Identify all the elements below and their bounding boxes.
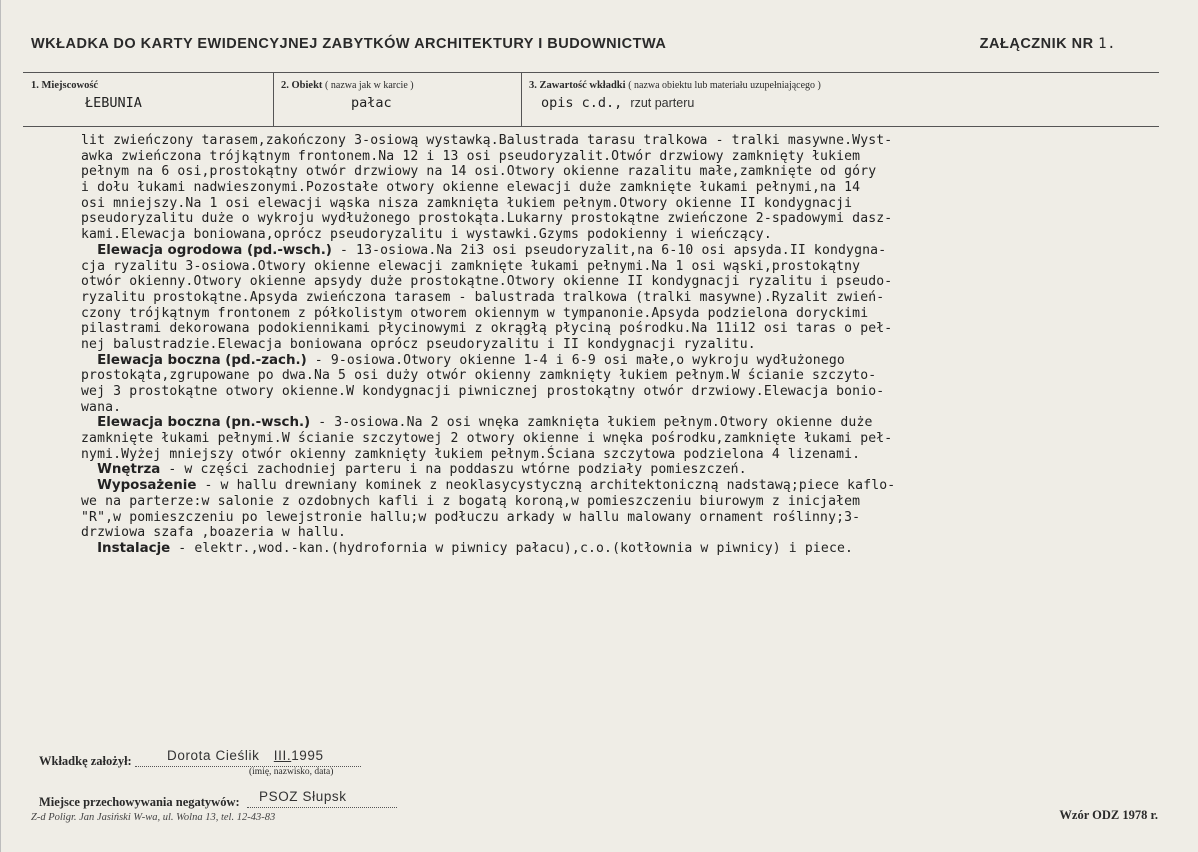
line-text: prostokąta,zgrupowane po dwa.Na 5 osi duży otwór okienny zamknięty łukiem pełnym.W ścianie szczyto- bbox=[81, 368, 877, 384]
object-label: 2. Obiekt bbox=[281, 80, 323, 91]
established-name: Dorota Cieślik bbox=[167, 748, 260, 763]
text-line bbox=[81, 149, 1121, 165]
section-heading: Elewacja ogrodowa (pd.-wsch.) bbox=[97, 242, 332, 258]
established-signature bbox=[167, 748, 324, 763]
line-text: czony trójkątnym frontonem z półkolistym otworem okiennym w tympanonie.Apsyda podzielona doryckimi bbox=[81, 305, 869, 321]
field-divider-1 bbox=[273, 73, 274, 126]
text-line bbox=[81, 431, 1121, 447]
header-rule-top bbox=[23, 72, 1159, 73]
header-rule-bottom bbox=[23, 126, 1159, 127]
text-line bbox=[81, 353, 1121, 369]
text-line bbox=[81, 337, 1121, 353]
line-text: i dołu łukami nadwieszonymi.Pozostałe otwory okienne elewacji duże zamknięte łukami pełnymi,na 14 bbox=[81, 180, 861, 196]
text-line bbox=[81, 290, 1121, 306]
line-text: osi mniejszy.Na 1 osi elewacji wąska nisza zamknięta łukiem pełnym.Otwory okienne II kondygnacji bbox=[81, 195, 853, 211]
text-line bbox=[81, 462, 1121, 478]
text-indent bbox=[81, 415, 97, 430]
content-hint: ( nazwa obiektu lub materiału uzupełniającego ) bbox=[628, 80, 821, 91]
line-text: - 9-osiowa.Otwory okienne 1-4 i 6-9 osi małe,o wykroju wydłużonego bbox=[306, 352, 845, 368]
annex-label: ZAŁĄCZNIK NR bbox=[979, 36, 1094, 52]
negatives-label: Miejsce przechowywania negatywów: bbox=[39, 795, 240, 809]
line-text: wej 3 prostokątne otwory okienne.W kondygnacji piwnicznej prostokątny otwór drzwiowy.Elewacja bonio- bbox=[81, 384, 885, 399]
text-indent bbox=[81, 353, 97, 368]
text-line bbox=[81, 400, 1121, 416]
established-label: Wkładkę założył: bbox=[39, 754, 132, 768]
form-title: WKŁADKA DO KARTY EWIDENCYJNEJ ZABYTKÓW ARCHITEKTURY I BUDOWNICTWA bbox=[31, 36, 667, 52]
section-heading: Wnętrza bbox=[97, 462, 161, 478]
content-value-typed: opis c.d., bbox=[541, 95, 623, 111]
line-text: pilastrami dekorowana podokiennikami płycinowymi z okrągłą płyciną pośrodku.Na 11i12 osi taras o peł- bbox=[81, 321, 893, 337]
line-text: drzwiowa szafa ,boazeria w hallu. bbox=[81, 525, 347, 541]
content-value bbox=[541, 95, 694, 111]
line-text: - w części zachodniej parteru i na poddaszu wtórne podziały pomieszczeń. bbox=[160, 462, 747, 478]
line-text: awka zwieńczona trójkątnym frontonem.Na 12 i 13 osi pseudoryzalit.Otwór drzwiowy zamknięty łukiem bbox=[81, 148, 861, 164]
object-label-cell bbox=[281, 80, 414, 91]
object-value: pałac bbox=[351, 95, 392, 111]
line-text: wana. bbox=[81, 399, 122, 415]
text-line bbox=[81, 259, 1121, 275]
text-line bbox=[81, 510, 1121, 526]
line-text: - 3-osiowa.Na 2 osi wnęka zamknięta łukiem pełnym.Otwory okienne duże bbox=[310, 415, 873, 431]
text-line bbox=[81, 494, 1121, 510]
text-line bbox=[81, 227, 1121, 243]
line-text: ryzalitu prostokątne.Apsyda zwieńczona tarasem - balustrada tralkowa (tralki masywne).Ryzalit zwień- bbox=[81, 289, 885, 305]
established-hint: (imię, nazwisko, data) bbox=[249, 767, 334, 777]
text-line bbox=[81, 164, 1121, 180]
text-line bbox=[81, 180, 1121, 196]
established-month: III. bbox=[273, 748, 292, 763]
text-line bbox=[81, 368, 1121, 384]
text-line bbox=[81, 415, 1121, 431]
text-line bbox=[81, 525, 1121, 541]
locality-label: 1. Miejscowość bbox=[31, 80, 99, 91]
content-label-cell bbox=[529, 80, 821, 91]
line-text: "R",w pomieszczeniu po lewejstronie hallu;w podłuczu arkady w hallu malowany ornament roślinny;3- bbox=[81, 509, 861, 525]
section-heading: Elewacja boczna (pd.-zach.) bbox=[97, 352, 307, 368]
section-heading: Instalacje bbox=[97, 540, 171, 556]
line-text: - 13-osiowa.Na 2i3 osi pseudoryzalit,na 6-10 osi apsyda.II kondygna- bbox=[331, 242, 887, 258]
line-text: pełnym na 6 osi,prostokątny otwór drzwiowy na 14 osi.Otwory okienne razalitu małe,zamknięte od góry bbox=[81, 164, 877, 180]
line-text: lit zwieńczony tarasem,zakończony 3-osiową wystawką.Balustrada tarasu tralkowa - tralki masywne.Wyst- bbox=[81, 133, 893, 148]
text-line bbox=[81, 211, 1121, 227]
text-indent bbox=[81, 541, 97, 556]
line-text: otwór okienny.Otwory okienne apsydy duże prostokątne.Otwory okienne II kondygnacji ryzalitu i pseudo- bbox=[81, 274, 893, 290]
object-hint: ( nazwa jak w karcie ) bbox=[325, 80, 414, 91]
line-text: we na parterze:w salonie z ozdobnych kafli i z bogatą koroną,w pomieszczeniu biurowym z inicjałem bbox=[81, 493, 861, 509]
established-year: 1995 bbox=[291, 748, 324, 763]
text-line bbox=[81, 196, 1121, 212]
text-line bbox=[81, 541, 1121, 557]
text-line bbox=[81, 243, 1121, 259]
text-line bbox=[81, 478, 1121, 494]
line-text: - w hallu drewniany kominek z neoklasycystyczną architektoniczną nadstawą;piece kaflo- bbox=[196, 478, 896, 494]
line-text: pseudoryzalitu duże o wykroju wydłużonego prostokąta.Lukarny prostokątne zwieńczone 2-spadowymi dasz- bbox=[81, 211, 893, 227]
text-line bbox=[81, 384, 1121, 400]
text-line bbox=[81, 274, 1121, 290]
line-text: - elektr.,wod.-kan.(hydrofornia w piwnicy pałacu),c.o.(kotłownia w piwnicy) i piece. bbox=[170, 540, 854, 556]
annex-number bbox=[980, 36, 1116, 52]
annex-value: 1. bbox=[1098, 36, 1116, 52]
section-heading: Elewacja boczna (pn.-wsch.) bbox=[97, 415, 311, 431]
negatives-value: PSOZ Słupsk bbox=[259, 789, 347, 804]
line-text: nej balustradzie.Elewacja boniowana oprócz pseudoryzalitu i II kondygnacji ryzalitu. bbox=[81, 336, 756, 352]
field-divider-2 bbox=[521, 73, 522, 126]
text-indent bbox=[81, 243, 97, 258]
negatives-dotted-line bbox=[247, 807, 397, 808]
text-line bbox=[81, 133, 1121, 149]
form-model: Wzór ODZ 1978 r. bbox=[1059, 808, 1158, 822]
printer-imprint: Z-d Poligr. Jan Jasiński W-wa, ul. Wolna 13, tel. 12-43-83 bbox=[31, 812, 276, 823]
line-text: nymi.Wyżej mniejszy otwór okienny zamknięty łukiem pełnym.Ściana szczytowa podzielona 4 lizenami. bbox=[81, 446, 861, 462]
text-line bbox=[81, 306, 1121, 322]
content-value-handwritten: rzut parteru bbox=[630, 96, 695, 110]
text-indent bbox=[81, 478, 97, 493]
text-indent bbox=[81, 462, 97, 477]
line-text: cja ryzalitu 3-osiowa.Otwory okienne elewacji zamknięte łukami pełnymi.Na 1 osi wąski,prostokątny bbox=[81, 258, 861, 274]
text-line bbox=[81, 321, 1121, 337]
description-text bbox=[81, 133, 1121, 557]
locality-value: ŁEBUNIA bbox=[85, 95, 142, 111]
line-text: kami.Elewacja boniowana,oprócz pseudoryzalitu i wystawki.Gzyms podokienny i wieńczący. bbox=[81, 227, 772, 243]
text-line bbox=[81, 447, 1121, 463]
content-label: 3. Zawartość wkładki bbox=[529, 80, 626, 91]
section-heading: Wyposażenie bbox=[97, 478, 197, 494]
line-text: zamknięte łukami pełnymi.W ścianie szczytowej 2 otwory okienne i wnęka pośrodku,zamknięte łukami peł- bbox=[81, 431, 893, 447]
